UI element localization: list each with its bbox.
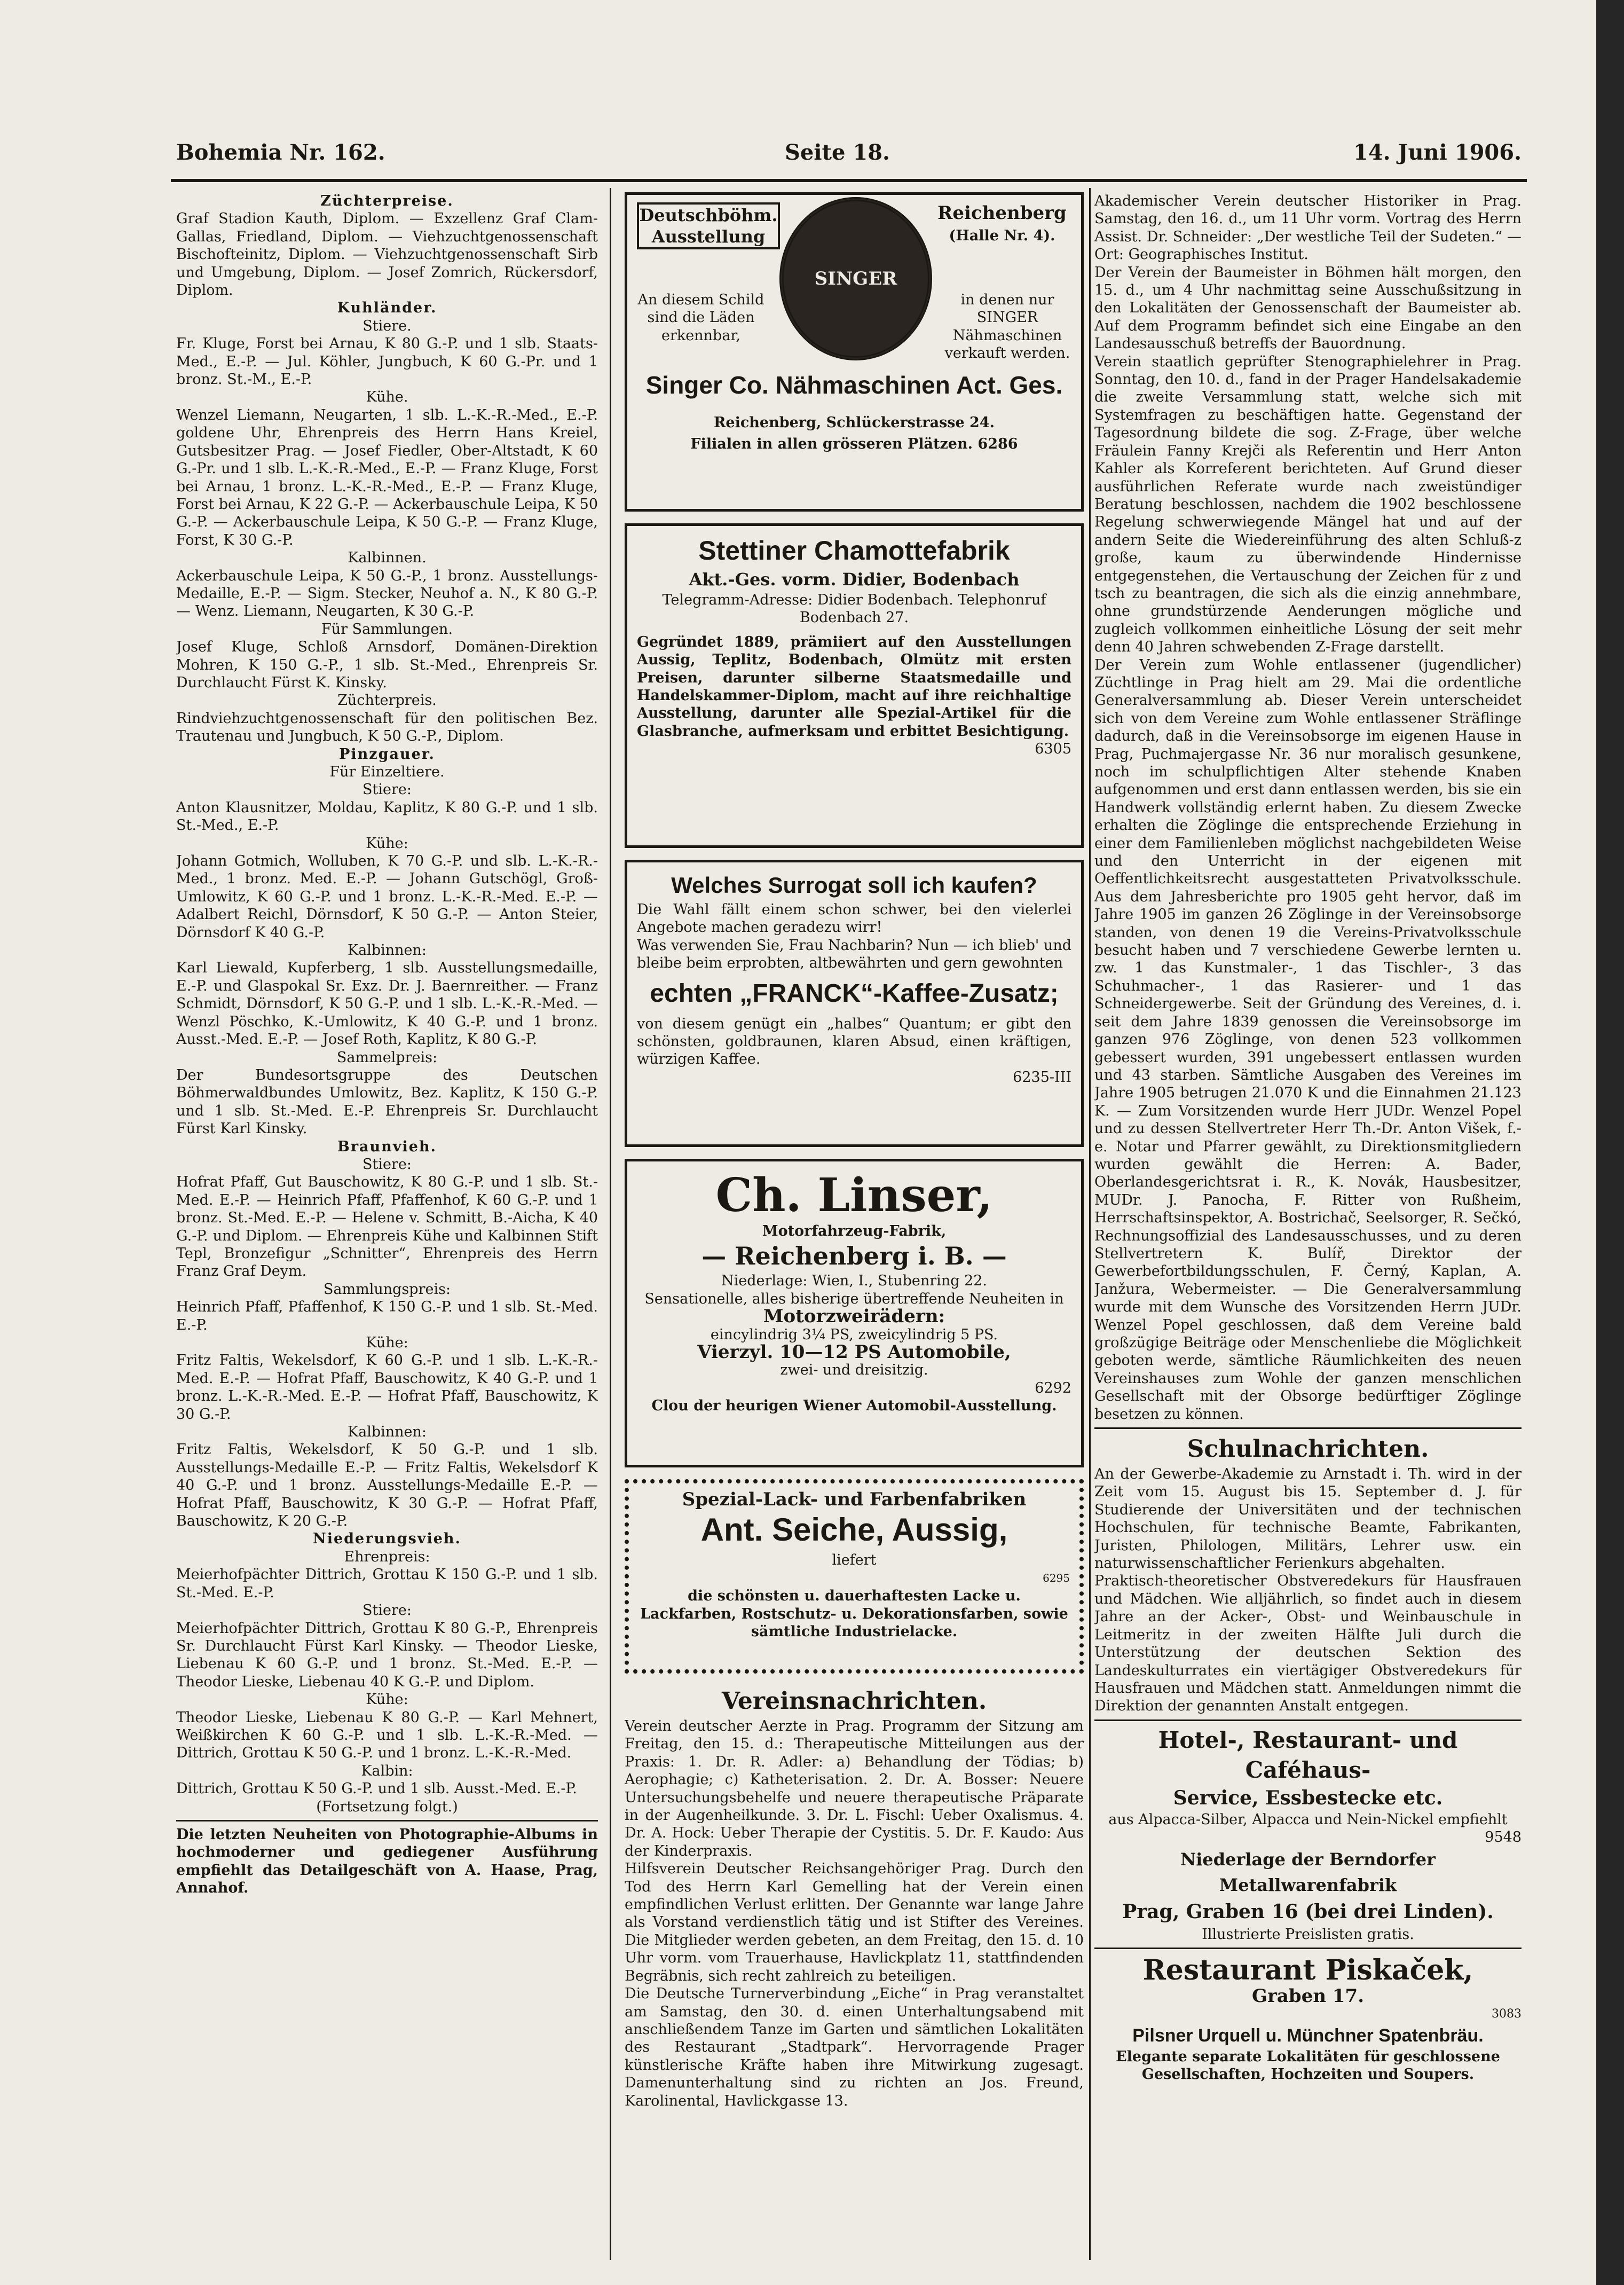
linser-moto: Motorzweirädern: (763, 1306, 945, 1328)
stettin-number: 6305 (1035, 741, 1071, 758)
scan-edge (1596, 0, 1624, 2285)
singer-left-text: An diesem Schild sind die Läden erkennbar, (637, 292, 764, 344)
category-heading: Sammlungspreis: (323, 1281, 451, 1298)
linser-sensation: Sensationelle, alles bisherige übertreffende Neuheiten in (644, 1290, 1064, 1307)
linser-auto: Vierzyl. 10—12 PS Automobile, (697, 1341, 1011, 1363)
category-heading: Kalbin: (361, 1762, 413, 1779)
stettin-body: Gegründet 1889, prämiiert auf den Ausstellungen Aussig, Teplitz, Bodenbach, Olmütz mit ersten Preisen, darunter silberne Staatsmedaille und Handelskammer-Diplom, macht auf ihre reichhaltige Ausstellung, darunter alle Spezial-Artikel für die Glasbranche, aufmerksam und erbittet Besichtigung. (637, 633, 1071, 740)
divider (176, 1820, 598, 1821)
category-heading: Kalbinnen. (348, 549, 427, 567)
verein-item-2: Hilfsverein Deutscher Reichsangehöriger Prag. Durch den Tod des Herrn Karl Gemelling hat der Verein einen empfindlichen Verlust erlitten. Der Genannte war lange Jahre als Vorstand verdienstlich tätig und ist Stifter des Vereines. Die Mitglieder werden gebeten, an dem Freitag, den 15. d. 10 Uhr vorm. vom Trauerhause, Havlickplatz 11, stattfindenden Begräbnis, sich recht zahlreich zu beteiligen. (625, 1860, 1084, 1984)
singer-address: Reichenberg, Schlückerstrasse 24. (713, 414, 995, 431)
article-text: Fritz Faltis, Wekelsdorf, K 60 G.-P. und 1 slb. L.-K.-R.-Med. E.-P. — Hofrat Pfaff, Bauschowitz, K 40 G.-P. und 1 bronz. L.-K.-R.-Med. E.-P. — Hofrat Pfaff, Bauschowitz, K 30 G.-P. (176, 1352, 598, 1423)
verein-title: Vereinsnachrichten. (721, 1687, 987, 1715)
column-3 (1094, 192, 1521, 2221)
article-text: Karl Liewald, Kupferberg, 1 slb. Ausstellungsmedaille, E.-P. und Glaspokal Sr. Exz. Dr. J. Baernreither. — Franz Schmidt, Dörnsdorf, K 50 G.-P. und 1 slb. L.-K.-R.-Med. — Wenzl Pöschko, K.-Umlowitz, K 40 G.-P. und 1 bronz. Ausst.-Med. E.-P. — Josef Roth, Kaplitz, K 80 G.-P. (176, 960, 598, 1048)
seiche-advert (625, 1479, 1084, 1674)
franck-text-2: Was verwenden Sie, Frau Nachbarin? Nun — ich blieb' und bleibe beim erprobten, altbewährten und gern gewohnten (637, 937, 1071, 972)
category-heading: Kalbinnen: (347, 1424, 427, 1441)
piskacek-title: Restaurant Piskaček, (1142, 1953, 1473, 1986)
category-heading: Kühe: (366, 835, 408, 852)
piskacek-text: Elegante separate Lokalitäten für geschlossene Gesellschaften, Hochzeiten und Soupers. (1116, 2048, 1500, 2083)
verein-item-1: Verein deutscher Aerzte in Prag. Programm der Sitzung am Freitag, den 15. d.: Therapeutische Mitteilungen aus der Praxis: 1. Dr. R. Adler: a) Behandlung der Tödias; b) Aerophagie; c) Katheterisation. 2. Dr. A. Bosser: Neuere Untersuchungsbehelfe und neuere therapeutische Präparate in der Augenheilkunde. 3. Dr. L. Fischl: Ueber Oxalismus. 4. Dr. A. Hock: Ueber Therapie der Cystitis. 5. Dr. F. Kaudo: Aus der Kinderpraxis. (625, 1718, 1084, 1859)
berndorf-advert (1094, 1725, 1521, 1943)
piskacek-beer: Pilsner Urquell u. Münchner Spatenbräu. (1132, 2025, 1484, 2046)
berndorf-number: 9548 (1485, 1829, 1521, 1846)
article-text: Rindviehzuchtgenossenschaft für den politischen Bez. Trautenau und Jungbuch, K 50 G.-P., Diplom. (176, 710, 598, 745)
franck-text-3: von diesem genügt ein „halbes“ Quantum; er gibt den schönsten, goldbraunen, klaren Absud, einen kräftigen, würzigen Kaffee. (637, 1015, 1071, 1068)
verein-item-7: Der Verein zum Wohle entlassener (jugendlicher) Züchtlinge in Prag hielt am 29. Mai die ordentliche Generalversammlung ab. Dieser Verein unterscheidet sich von dem Vereine zum Wohle entlassener Sträflinge dadurch, daß in die Vereinsobsorge im eigenen Hause in Prag, Puchmajergasse Nr. 36 nur moralisch gesunkene, noch im schulpflichtigen Alter stehende Knaben aufgenommen und erst dann entlassen werden, bis sie ein Handwerk vollständig erlernt haben. Zu diesem Zwecke erhalten die Zöglinge die entsprechende Erziehung in einer dem Familienleben möglichst nachgebildeten Weise und den Unterricht in der eigenen mit Oeffentlichkeitsrecht ausgestatteten Privatvolksschule. Aus dem Jahresberichte pro 1905 geht hervor, daß im Jahre 1905 im ganzen 26 Zöglinge in der Vereinsobsorge standen, von denen 19 die Vereins-Privatvolksschule besucht haben und 7 verschiedene Gewerbe lernten u. zw. 1 das Kunstmaler-, 1 das Tischler-, 3 das Schuhmacher-, 1 das Rasierer- und 1 das Schneidergewerbe. Seit der Gründung des Vereines, d. i. seit dem Jahre 1839 genossen die Vereinsobsorge im ganzen 976 Zöglinge, von denen 523 vollkommen gebessert wurden, 391 ungebessert entlassen wurden und 43 starben. Sämtliche Ausgaben des Vereines im Jahre 1905 betrugen 21.070 K und die Einnahmen 21.123 K. — Zum Vorsitzenden wurde Herr JUDr. Wenzel Popel und zu dessen Stellvertreter Herr Th.-Dr. Anton Višek, f.-e. Notar und Pfarrer gewählt, zu Direktionsmitgliedern wurden gewählt die Herren: A. Bader, Oberlandesgerichtsrat i. R., K. Novák, Hausbesitzer, MUDr. J. Panocha, F. Ritter von Rußheim, Herrschaftsinspektor, A. Bostrichač, Seelsorger, R. Sečkó, Rechnungsoffizial des Landesausschusses, und zu deren Stellvertretern K. Bulíř, Direktor der Gewerbefortbildungsschulen, F. Černý, Kaplan, A. Janžura, Webermeister. — Die Generalversammlung wurde mit dem Wunsche des Vorsitzenden Herrn JUDr. Wenzel Popel geschlossen, daß dem Vereine bald großzügige Beiträge oder Menschenliebe die Möglichkeit geboten werde, sämtliche Räumlichkeiten des neuen Vereinshauses zum Wohle der ganzen menschlichen Gesellschaft mit der Obsorge bedürftiger Zöglinge besetzen zu können. (1094, 656, 1521, 1423)
breed-heading: Pinzgauer. (339, 745, 435, 763)
seiche-text: die schönsten u. dauerhaftesten Lacke u. Lackfarben, Rostschutz- u. Dekorationsfarben, sowie sämtliche Industrielacke. (640, 1588, 1068, 1640)
linser-clou: Clou der heurigen Wiener Automobil-Ausstellung. (651, 1397, 1057, 1415)
article-text: Ackerbauschule Leipa, K 50 G.-P., 1 bronz. Ausstellungs-Medaille, E.-P. — Sigm. Stecker, Neuhof a. N., K 80 G.-P. — Wenz. Liemann, Neugarten, K 30 G.-P. (176, 567, 598, 620)
verein-item-4: Akademischer Verein deutscher Historiker in Prag. Samstag, den 16. d., um 11 Uhr vorm. Vortrag des Herrn Assist. Dr. Schneider: „Der westliche Teil der Sudeten.“ — Ort: Geographisches Institut. (1094, 193, 1521, 263)
advert-text: Die letzten Neuheiten von Photographie-Albums in hochmoderner und gediegener Ausführung empfiehlt das Detailgeschäft von A. Haase, Prag, Annahof. (176, 1826, 598, 1897)
verein-item-3: Die Deutsche Turnerverbindung „Eiche“ in Prag veranstaltet am Samstag, den 30. d. einen Unterhaltungsabend mit anschließendem Tanze im Garten und sämtlichen Lokalitäten des Restaurant „Stadtpark“. Hervorragende Prager künstlerische Kräfte haben ihre Mitwirkung zugesagt. Damenunterhaltung sind zu richten an Jos. Freund, Karolinental, Havlickgasse 13. (625, 1985, 1084, 2109)
piskacek-number: 3083 (1492, 2007, 1521, 2021)
linser-branch: Niederlage: Wien, I., Stubenring 22. (721, 1273, 988, 1290)
piskacek-address: Graben 17. (1251, 1985, 1365, 2007)
singer-logo (779, 197, 929, 360)
article-text: Theodor Lieske, Liebenau K 80 G.-P. — Karl Mehnert, Weißkirchen K 60 G.-P. und 1 slb. L.-K.-R.-Med. — Dittrich, Grottau K 50 G.-P. und 1 bronz. L.-K.-R.-Med. (176, 1709, 598, 1762)
category-heading: Stiere: (362, 781, 412, 798)
seiche-title-1: Spezial-Lack- und Farbenfabriken (682, 1489, 1027, 1510)
singer-branches: Filialen in allen grösseren Plätzen. 6286 (690, 436, 1018, 452)
franck-advert (625, 860, 1084, 1147)
piskacek-advert (1094, 1953, 1521, 2084)
berndorf-line-3: aus Alpacca-Silber, Alpacca und Nein-Nickel empfiehlt (1108, 1811, 1508, 1828)
article-text: Fr. Kluge, Forst bei Arnau, K 80 G.-P. und 1 slb. Staats-Med., E.-P. — Jul. Köhler, Jungbuch, K 60 G.-Pr. und 1 bronz. St.-M., E.-P. (176, 335, 598, 388)
linser-title: Ch. Linser, (715, 1168, 993, 1222)
singer-right-text: in denen nur SINGER Nähmaschinen verkauft werden. (944, 292, 1070, 362)
category-heading: Für Einzeltiere. (329, 764, 445, 780)
linser-seats: zwei- und dreisitzig. (780, 1362, 928, 1379)
berndorf-line-2: Service, Essbestecke etc. (1173, 1786, 1443, 1809)
divider (1094, 1427, 1521, 1429)
article-text: Johann Gotmich, Wolluben, K 70 G.-P. und slb. L.-K.-R.-Med., 1 bronz. Med. E.-P. — Johann Gutschögl, Groß-Umlowitz, K 60 G.-P. und 1 bronz. L.-K.-R.-Med. E.-P. — Adalbert Reichl, Dörnsdorf, K 50 G.-P. — Anton Steier, Dörnsdorf K 40 G.-P. (176, 853, 598, 941)
header-right: 14. Juni 1906. (1353, 140, 1521, 165)
divider (1094, 1719, 1521, 1721)
category-heading: Kalbinnen: (347, 942, 427, 959)
stettin-sub: Akt.-Ges. vorm. Didier, Bodenbach (689, 569, 1020, 590)
seiche-title-2: Ant. Seiche, Aussig, (700, 1512, 1008, 1548)
category-heading: Für Sammlungen. (321, 621, 453, 638)
linser-advert (625, 1159, 1084, 1467)
singer-left-title: Deutschböhm. Ausstellung (637, 202, 780, 249)
schul-item-1: An der Gewerbe-Akademie zu Arnstadt i. Th. wird in der Zeit vom 15. August bis 15. September d. J. für Studierende der Universitäten und der technischen Hochschulen, für technische Beamte, Fabrikanten, Juristen, Philologen, Militärs, Lehrer usw. ein naturwissenschaftlicher Ferienkurs abgehalten. (1094, 1466, 1521, 1572)
verein-item-5: Der Verein der Baumeister in Böhmen hält morgen, den 15. d., um 4 Uhr nachmittag seine Ausschußsitzung in den Lokalitäten der Genossenschaft der Baumeister ab. Auf dem Programm befindet sich eine Eingabe an den Landesausschuß betreffs der Bauordnung. (1094, 264, 1521, 352)
article-text: Dittrich, Grottau K 50 G.-P. und 1 slb. Ausst.-Med. E.-P. (176, 1780, 577, 1797)
column-rule-1 (610, 188, 611, 2260)
linser-number: 6292 (1035, 1379, 1071, 1396)
franck-number: 6235-III (1013, 1069, 1071, 1086)
berndorf-line-5: Prag, Graben 16 (bei drei Linden). (1122, 1900, 1494, 1923)
linser-city: — Reichenberg i. B. — (701, 1242, 1007, 1271)
berndorf-line-4: Niederlage der Berndorfer Metallwarenfabrik (1180, 1849, 1436, 1895)
header-rule (171, 179, 1527, 182)
article-text: Fritz Faltis, Wekelsdorf, K 50 G.-P. und 1 slb. Ausstellungs-Medaille E.-P. — Fritz Faltis, Wekelsdorf K 40 G.-P. und 1 bronz. Ausstellungs-Medaille E.-P. — Hofrat Pfaff, Bauschowitz, K 30 G.-P. — Hofrat Pfaff, Bauschowitz, K 20 G.-P. (176, 1441, 598, 1530)
continuation-note: (Fortsetzung folgt.) (316, 1798, 458, 1815)
schul-title: Schulnachrichten. (1187, 1435, 1429, 1463)
article-text: Meierhofpächter Dittrich, Grottau K 80 G.-P., Ehrenpreis Sr. Durchlaucht Fürst Karl Kinsky. — Theodor Lieske, Liebenau K 60 G.-P. und 1 bronz. St.-Med. E.-P. — Theodor Lieske, Liebenau 40 K G.-P. und Diplom. (176, 1620, 598, 1690)
schul-item-2: Praktisch-theoretischer Obstveredekurs für Hausfrauen und Mädchen. Wie alljährlich, so findet auch in diesem Jahre an der Acker-, Obst- und Weinbauschule in Leitmeritz in der zweiten Hälfte Juli durch die Unterstützung der deutschen Sektion des Landeskulturrates ein viertägiger Obstveredekurs für Hausfrauen und Mädchen statt. Anmeldungen nimmt die Direktion der genannten Anstalt entgegen. (1094, 1573, 1521, 1715)
category-heading: Züchterpreis. (337, 692, 437, 709)
breed-heading: Niederungsvieh. (313, 1530, 461, 1548)
singer-logo-icon: SINGER (779, 197, 932, 360)
berndorf-line-6: Illustrierte Preislisten gratis. (1202, 1926, 1414, 1943)
article-text: Graf Stadion Kauth, Diplom. — Exzellenz Graf Clam-Gallas, Friedland, Diplom. — Viehzuchtgenossenschaft Bischofteinitz, Diplom. — Viehzuchtgenossenschaft Sirb und Umgebung, Diplom. — Josef Zomrich, Rückersdorf, Diplom. (176, 210, 598, 299)
column-2 (625, 192, 1084, 2221)
breed-heading: Braunvieh. (337, 1138, 437, 1155)
category-heading: Kühe: (366, 1334, 408, 1351)
category-heading: Stiere: (362, 1602, 412, 1619)
linser-cylinders: eincylindrig 3¼ PS, zweicylindrig 5 PS. (710, 1326, 998, 1343)
singer-right-title: Reichenberg (937, 202, 1067, 224)
berndorf-line-1: Hotel-, Restaurant- und Caféhaus- (1158, 1726, 1458, 1783)
article-text: Hofrat Pfaff, Gut Bauschowitz, K 80 G.-P. und 1 slb. St.-Med. E.-P. — Heinrich Pfaff, Pfaffenhof, K 60 G.-P. und 1 bronz. St.-Med. E.-P. — Helene v. Schmitt, B.-Aicha, K 40 G.-P. und Diplom. — Ehrenpreis Kühe und Kalbinnen Stift Tepl, Bronzefigur „Schnitter“, Ehrenpreis des Herrn Franz Graf Deym. (176, 1174, 598, 1280)
category-heading: Kühe. (366, 389, 408, 406)
seiche-number: 6295 (1043, 1571, 1070, 1584)
singer-right-sub: (Halle Nr. 4). (949, 227, 1055, 244)
column-1 (176, 192, 598, 2221)
page-header (176, 140, 1521, 172)
stettin-title: Stettiner Chamottefabrik (698, 536, 1010, 566)
article-text: Heinrich Pfaff, Pfaffenhof, K 150 G.-P. und 1 slb. St.-Med. E.-P. (176, 1299, 598, 1333)
header-left: Bohemia Nr. 162. (176, 140, 385, 165)
singer-advert (625, 192, 1084, 512)
breed-heading: Kuhländer. (337, 300, 437, 317)
stettin-tel: Telegramm-Adresse: Didier Bodenbach. Telephonruf Bodenbach 27. (662, 592, 1046, 626)
article-text: Wenzel Liemann, Neugarten, 1 slb. L.-K.-R.-Med., E.-P. goldene Uhr, Ehrenpreis des Herrn Hans Kreiel, Gutsbesitzer Prag. — Josef Fiedler, Ober-Altstadt, K 60 G.-Pr. und 1 slb. L.-K.-R.-Med., E.-P. — Franz Kluge, Forst bei Arnau, 1 bronz. L.-K.-R.-Med., E.-P. — Franz Kluge, Forst bei Arnau, K 22 G.-P. — Ackerbauschule Leipa, K 50 G.-P. — Ackerbauschule Leipa, K 50 G.-P. — Franz Kluge, Forst, K 30 G.-P. (176, 406, 598, 548)
article-text: Anton Klausnitzer, Moldau, Kaplitz, K 80 G.-P. und 1 slb. St.-Med., E.-P. (176, 799, 598, 834)
verein-item-6: Verein staatlich geprüfter Stenographielehrer in Prag. Sonntag, den 10. d., fand in der Prager Handelsakademie die zweite Versammlung statt, welche sich mit Systemfragen zu beschäftigen hatte. Gegenstand der Tagesordnung bildete die sog. Z-Frage, über welche Fräulein Fanny Krejči als Referentin und Herr Anton Kahler als Korreferent berichteten. Auf Grund dieser ausführlichen Referate wurde nach zweistündiger Beratung beschlossen, nachdem die 1902 beschlossene Regelung schwerwiegende Mängel hat und auf der andern Seite die Wiedereinführung des alten Schluß-z große, kaum zu überwindende Hindernisse entgegenstehen, die Vertauschung der Zeichen für z und tsch zu beantragen, die sich als die einzig annehmbare, ohne grundstürzende Aenderungen mögliche und zugleich vollkommen einheitliche Lösung der seit mehr denn 40 Jahren schwebenden Z-Frage darstellt. (1094, 353, 1521, 656)
singer-company: Singer Co. Nähmaschinen Act. Ges. (645, 371, 1063, 399)
column-rule-2 (1089, 188, 1091, 2260)
article-text: Meierhofpächter Dittrich, Grottau K 150 G.-P. und 1 slb. St.-Med. E.-P. (176, 1566, 598, 1601)
franck-text-1: Die Wahl fällt einem schon schwer, bei den vielerlei Angebote machen geradezu wirr! (637, 901, 1071, 936)
section-heading: Züchterpreise. (320, 193, 454, 209)
stettin-advert (625, 523, 1084, 848)
article-text: Josef Kluge, Schloß Arnsdorf, Domänen-Direktion Mohren, K 150 G.-P., 1 slb. St.-Med., Ehrenpreis Sr. Durchlaucht Fürst K. Kinsky. (176, 639, 598, 691)
category-heading: Ehrenpreis: (344, 1548, 430, 1565)
franck-title: Welches Surrogat soll ich kaufen? (671, 873, 1037, 898)
divider (1094, 1948, 1521, 1949)
linser-sub: Motorfahrzeug-Fabrik, (762, 1223, 947, 1239)
franck-brand: echten „FRANCK“-Kaffee-Zusatz; (650, 979, 1059, 1008)
category-heading: Sammelpreis: (336, 1049, 438, 1066)
seiche-liefert: liefert (832, 1552, 877, 1569)
category-heading: Kühe: (366, 1691, 408, 1708)
header-center: Seite 18. (785, 140, 890, 165)
category-heading: Stiere. (362, 317, 412, 334)
article-text: Der Bundesortsgruppe des Deutschen Böhmerwaldbundes Umlowitz, Bez. Kaplitz, K 150 G.-P. und 1 slb. St.-Med. E.-P. Ehrenpreis Sr. Durchlaucht Fürst Karl Kinsky. (176, 1066, 598, 1137)
category-heading: Stiere: (362, 1156, 412, 1173)
